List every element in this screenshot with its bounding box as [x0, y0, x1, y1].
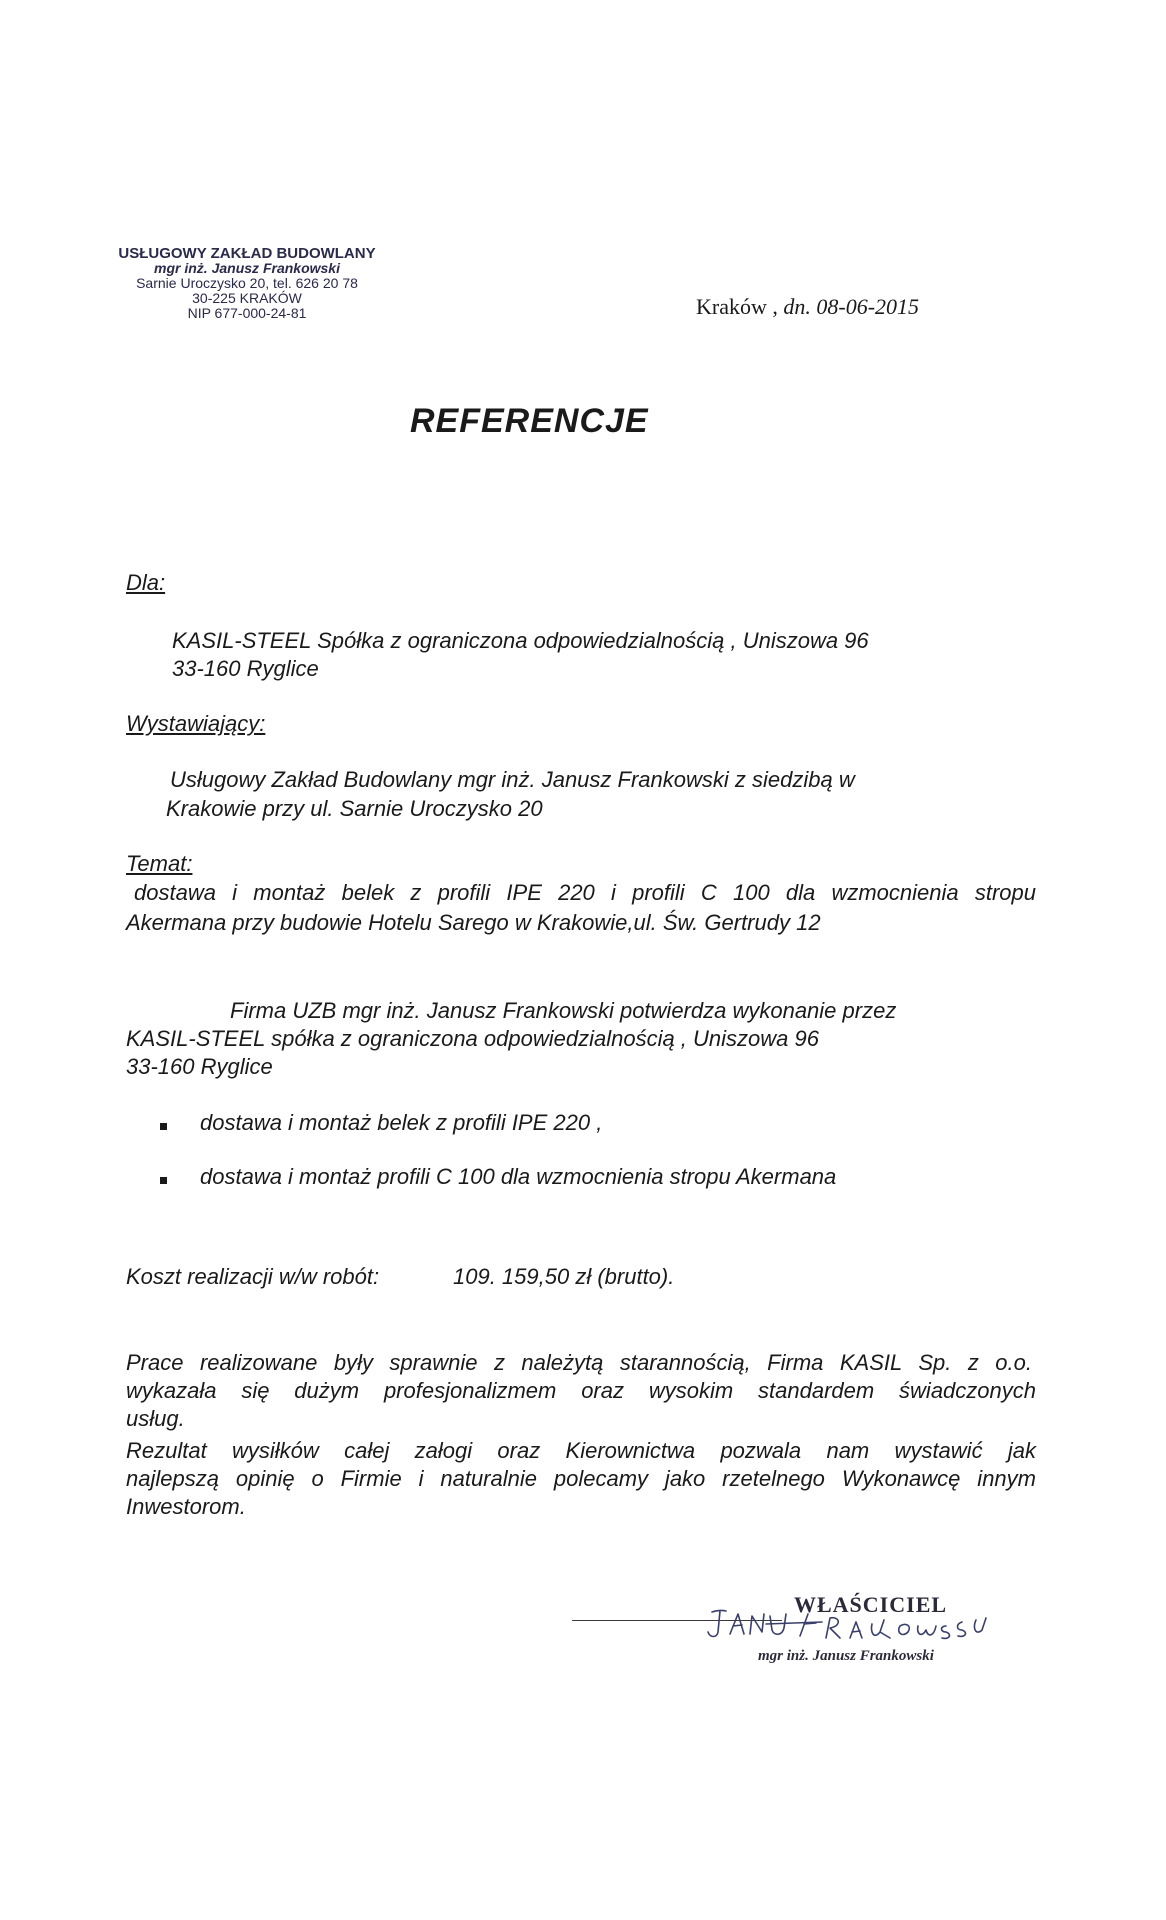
subject-label: Temat: — [126, 851, 193, 876]
place-and-date — [696, 294, 919, 320]
closing-line-4: Rezultat wysiłków całej załogi oraz Kierownictwa pozwala nam wystawić jak — [126, 1438, 1036, 1463]
date: dn. 08-06-2015 — [783, 294, 920, 319]
signature-name: mgr inż. Janusz Frankowski — [758, 1648, 934, 1664]
confirmation-line-2: KASIL-STEEL spółka z ograniczona odpowiedzialnością , Uniszowa 96 — [126, 1026, 819, 1051]
closing-line-2: wykazała się dużym profesjonalizmem oraz wysokim standardem świadczonych — [126, 1378, 1036, 1403]
letterhead-owner: mgr inż. Janusz Frankowski — [154, 260, 340, 276]
issuer-line-1: Usługowy Zakład Budowlany mgr inż. Janusz Frankowski z siedzibą w — [170, 767, 855, 792]
issuer-line-2: Krakowie przy ul. Sarnie Uroczysko 20 — [166, 796, 543, 821]
cost-value: 109. 159,50 zł (brutto). — [453, 1264, 675, 1289]
bullet-marker — [160, 1123, 167, 1130]
place: Kraków , — [696, 294, 778, 319]
closing-line-1: Prace realizowane były sprawnie z należytą starannością, Firma KASIL Sp. z o.o. — [126, 1350, 1032, 1375]
closing-line-3: usług. — [126, 1406, 185, 1431]
confirmation-line-3: 33-160 Ryglice — [126, 1054, 273, 1079]
scope-item-1: dostawa i montaż belek z profili IPE 220 , — [200, 1110, 603, 1135]
letterhead-nip: NIP 677-000-24-81 — [187, 305, 307, 321]
cost-label: Koszt realizacji w/w robót: — [126, 1264, 380, 1289]
signature-title: WŁAŚCICIEL — [794, 1592, 948, 1617]
company-letterhead-stamp — [112, 246, 382, 321]
recipient-label: Dla: — [126, 570, 166, 595]
recipient-line-2: 33-160 Ryglice — [172, 656, 319, 681]
confirmation-line-1: Firma UZB mgr inż. Janusz Frankowski potwierdza wykonanie przez — [230, 998, 897, 1023]
closing-line-6: Inwestorom. — [126, 1494, 246, 1519]
letterhead-company-name: USŁUGOWY ZAKŁAD BUDOWLANY — [118, 245, 376, 262]
issuer-label: Wystawiający: — [126, 711, 266, 736]
bullet-marker — [160, 1177, 167, 1184]
scope-item-2: dostawa i montaż profili C 100 dla wzmocnienia stropu Akermana — [200, 1164, 837, 1189]
handwritten-signature — [700, 1596, 1100, 1656]
closing-line-5: najlepszą opinię o Firmie i naturalnie polecamy jako rzetelnego Wykonawcę innym — [126, 1466, 1036, 1491]
subject-line-2: Akermana przy budowie Hotelu Sarego w Krakowie,ul. Św. Gertrudy 12 — [126, 910, 821, 935]
letterhead-address: Sarnie Uroczysko 20, tel. 626 20 78 — [136, 275, 358, 291]
recipient-line-1: KASIL-STEEL Spółka z ograniczona odpowiedzialnością , Uniszowa 96 — [172, 628, 869, 653]
document-title: REFERENCJE — [410, 402, 649, 440]
subject-line-1: dostawa i montaż belek z profili IPE 220 i profili C 100 dla wzmocnienia stropu — [134, 880, 1036, 905]
letterhead-city: 30-225 KRAKÓW — [192, 290, 302, 306]
